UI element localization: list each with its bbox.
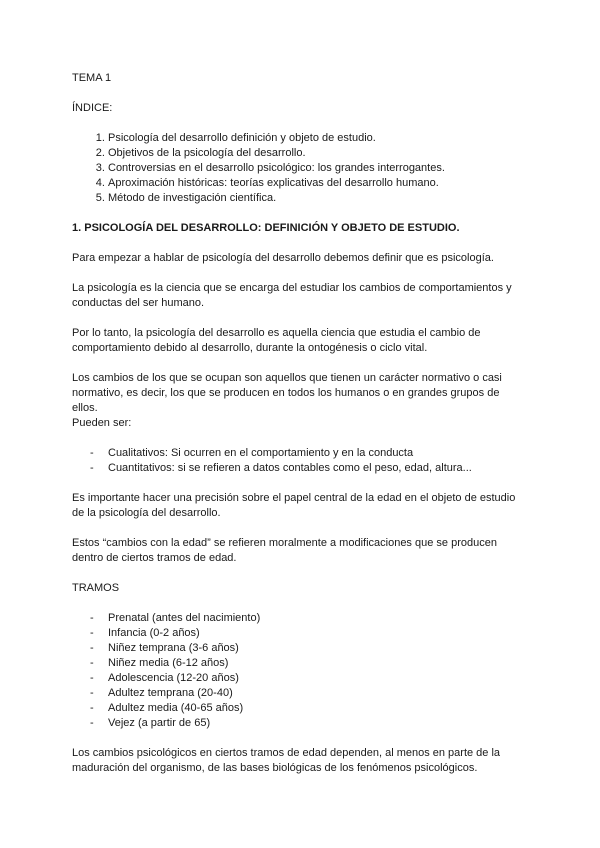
dash-bullet: - — [90, 702, 94, 714]
tramos-label: TRAMOS — [72, 582, 120, 594]
list-item — [90, 461, 522, 476]
list-item-text: Adolescencia (12-20 años) — [108, 672, 239, 684]
dash-bullet: - — [90, 717, 94, 729]
list-item — [90, 656, 522, 671]
dash-bullet: - — [90, 657, 94, 669]
index-item: 5. Método de investigación científica. — [108, 191, 522, 206]
dash-bullet: - — [90, 627, 94, 639]
index-list — [72, 131, 522, 206]
section-heading: 1. PSICOLOGÍA DEL DESARROLLO: DEFINICIÓN Y OBJETO DE ESTUDIO. — [72, 222, 460, 234]
paragraph-intro: Para empezar a hablar de psicología del desarrollo debemos definir que es psicología. — [72, 252, 494, 264]
list-item-text: Adultez media (40-65 años) — [108, 702, 244, 714]
dash-bullet: - — [90, 447, 94, 459]
list-item — [90, 641, 522, 656]
tramos-list — [72, 611, 522, 731]
index-item: 3. Controversias en el desarrollo psicológico: los grandes interrogantes. — [108, 161, 522, 176]
dash-bullet: - — [90, 642, 94, 654]
index-item: 1. Psicología del desarrollo definición y objeto de estudio. — [108, 131, 522, 146]
list-item — [90, 701, 522, 716]
document-page — [72, 71, 522, 776]
list-item — [90, 671, 522, 686]
index-label: ÍNDICE: — [72, 102, 113, 114]
list-item — [90, 446, 522, 461]
index-item: 2. Objetivos de la psicología del desarrollo. — [108, 146, 522, 161]
dash-bullet: - — [90, 462, 94, 474]
list-item — [90, 716, 522, 731]
paragraph-maturation: Los cambios psicológicos en ciertos tramos de edad dependen, al menos en parte de la maduración del organismo, de las bases biológicas de los fenómenos psicológicos. — [72, 747, 501, 774]
paragraph-age-role: Es importante hacer una precisión sobre el papel central de la edad en el objeto de estudio de la psicología del desarrollo. — [72, 492, 516, 519]
list-item-text: Niñez temprana (3-6 años) — [108, 642, 239, 654]
list-item — [90, 626, 522, 641]
list-item-text: Adultez temprana (20-40) — [108, 687, 233, 699]
document-title: TEMA 1 — [72, 72, 112, 84]
list-item-text: Cuantitativos: si se refieren a datos contables como el peso, edad, altura... — [108, 462, 472, 474]
list-item-text: Vejez (a partir de 65) — [108, 717, 211, 729]
paragraph-age-changes: Estos “cambios con la edad” se refieren moralmente a modificaciones que se producen dentro de ciertos tramos de edad. — [72, 537, 497, 564]
dash-bullet: - — [90, 612, 94, 624]
list-item-text: Cualitativos: Si ocurren en el comportamiento y en la conducta — [108, 447, 414, 459]
list-item-text: Niñez media (6-12 años) — [108, 657, 229, 669]
list-item-text: Infancia (0-2 años) — [108, 627, 200, 639]
dash-bullet: - — [90, 687, 94, 699]
list-item-text: Prenatal (antes del nacimiento) — [108, 612, 261, 624]
paragraph-pueden-ser: Pueden ser: — [72, 417, 132, 429]
paragraph-definition: La psicología es la ciencia que se encarga del estudiar los cambios de comportamientos y conductas del ser humano. — [72, 282, 512, 309]
change-types-list — [72, 446, 522, 476]
dash-bullet: - — [90, 672, 94, 684]
index-item: 4. Aproximación históricas: teorías explicativas del desarrollo humano. — [108, 176, 522, 191]
paragraph-development: Por lo tanto, la psicología del desarrollo es aquella ciencia que estudia el cambio de comportamiento debido al desarrollo, durante la ontogénesis o ciclo vital. — [72, 327, 481, 354]
paragraph-normative: Los cambios de los que se ocupan son aquellos que tienen un carácter normativo o casi normativo, es decir, los que se producen en todos los humanos o en grandes grupos de ellos. — [72, 372, 502, 414]
list-item — [90, 686, 522, 701]
list-item — [90, 611, 522, 626]
